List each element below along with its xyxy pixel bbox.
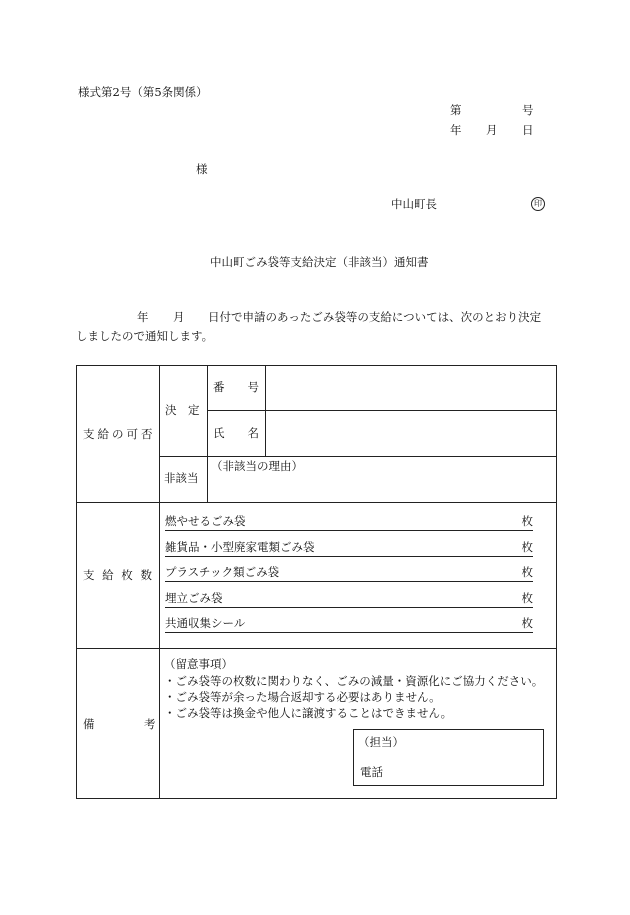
- document-title: 中山町ごみ袋等支給決定（非該当）通知書: [210, 255, 429, 269]
- section-divider: [76, 648, 557, 649]
- doc-number-prefix: 第: [450, 103, 462, 117]
- contact-title: （担当）: [358, 735, 404, 749]
- count-section-label: 支 給 枚 数: [83, 568, 154, 582]
- remarks-label-right: 考: [144, 717, 156, 731]
- count-item-unit: 枚: [521, 565, 533, 579]
- form-number: 様式第2号（第5条関係）: [78, 85, 208, 99]
- issuer-title: 中山町長: [391, 197, 437, 211]
- remarks-label-left: 備: [83, 717, 95, 731]
- body-line1: 日付で申請のあったごみ袋等の支給については、次のとおり決定: [208, 310, 542, 324]
- count-item-row: [165, 541, 533, 557]
- count-item-name: 雑貨品・小型廃家電類ごみ袋: [165, 540, 315, 554]
- seal-mark: 印: [531, 197, 545, 211]
- count-item-name: プラスチック類ごみ袋: [165, 565, 280, 579]
- row-divider: [207, 410, 557, 411]
- count-item-row: [165, 566, 533, 582]
- decision-section-label: 支給の可否: [83, 427, 156, 441]
- count-item-unit: 枚: [521, 514, 533, 528]
- not-applicable-label: 非該当: [164, 471, 199, 485]
- notes-title: （留意事項）: [164, 657, 233, 671]
- body-year: 年: [137, 310, 149, 324]
- date-year: 年: [450, 123, 462, 137]
- date-day: 日: [522, 123, 534, 137]
- note-item: ・ごみ袋等の枚数に関わりなく、ごみの減量・資源化にご協力ください。: [164, 674, 544, 688]
- date-month: 月: [486, 123, 498, 137]
- subcolumn-divider: [207, 365, 208, 502]
- label-column-divider: [159, 365, 160, 799]
- field-label-divider: [265, 365, 266, 456]
- number-label: 番 号: [213, 380, 259, 394]
- count-item-row: [165, 515, 533, 531]
- note-item: ・ごみ袋等が余った場合返却する必要はありません。: [164, 690, 441, 704]
- body-line2: しましたので通知します。: [76, 329, 214, 343]
- reason-label: （非該当の理由）: [211, 459, 303, 473]
- body-month: 月: [173, 310, 185, 324]
- decided-label: 決 定: [165, 403, 200, 417]
- note-item: ・ごみ袋等は換金や他人に譲渡することはできません。: [164, 706, 453, 720]
- addressee-honorific: 様: [196, 162, 208, 176]
- contact-phone: 電話: [360, 765, 383, 779]
- section-divider: [76, 502, 557, 503]
- count-item-unit: 枚: [521, 540, 533, 554]
- count-item-name: 埋立ごみ袋: [165, 591, 223, 605]
- doc-number-suffix: 号: [522, 103, 534, 117]
- count-item-name: 共通収集シール: [165, 616, 246, 630]
- name-label: 氏 名: [213, 426, 259, 440]
- count-item-name: 燃やせるごみ袋: [165, 514, 246, 528]
- row-divider: [159, 456, 557, 457]
- count-item-unit: 枚: [521, 616, 533, 630]
- count-item-row: [165, 592, 533, 608]
- count-item-row: [165, 617, 533, 633]
- count-item-unit: 枚: [521, 591, 533, 605]
